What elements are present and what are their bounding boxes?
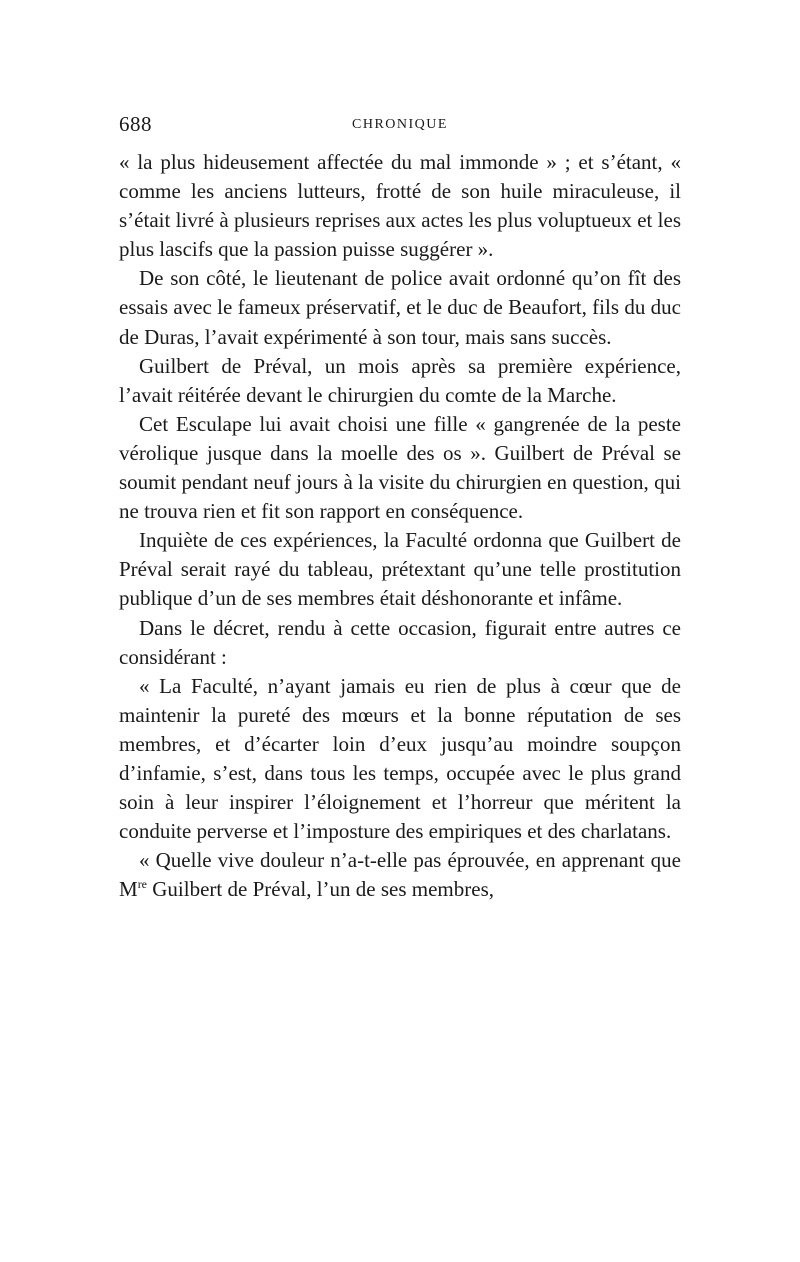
- quoted-paragraph: « La Faculté, n’ayant jamais eu rien de plus à cœur que de maintenir la pureté des mœurs et la bonne réputation de ses membres, et d’écarter loin d’eux jusqu’au moindre soupçon d’infamie, s’est, dans tous les temps, occupée avec le plus grand soin à leur inspirer l’éloignement et l’horreur que méritent la conduite perverse et l’imposture des empiriques et des charlatans.: [119, 673, 681, 844]
- paragraph-text-before: « Quelle vive douleur n’a-t-elle pas éprouvée, en apprenant que M: [119, 848, 681, 902]
- superscript-abbreviation: re: [137, 877, 148, 892]
- paragraph-text-after: Guilbert de Préval, l’un de ses membres,: [147, 877, 495, 902]
- page-header: [119, 112, 681, 142]
- running-head: CHRONIQUE: [352, 117, 448, 132]
- paragraph: Dans le décret, rendu à cette occasion, figurait entre autres ce considérant :: [119, 615, 681, 669]
- paragraph: « la plus hideusement affectée du mal immonde » ; et s’étant, « comme les anciens lutteurs, frotté de son huile miraculeuse, il s’était livré à plusieurs reprises aux actes les plus voluptueux et les plus lascifs que la passion puisse suggérer ».: [119, 150, 681, 262]
- paragraph: Inquiète de ces expériences, la Faculté ordonna que Guilbert de Préval serait rayé du tableau, prétextant qu’une telle prostitution publique d’un de ses membres était déshonorante et infâme.: [119, 528, 681, 611]
- paragraph: Cet Esculape lui avait choisi une fille « gangrenée de la peste vérolique jusque dans la moelle des os ». Guilbert de Préval se soumit pendant neuf jours à la visite du chirurgien en question, qui ne trouva rien et fit son rapport en conséquence.: [119, 411, 681, 524]
- body-text: [119, 148, 681, 904]
- paragraph: De son côté, le lieutenant de police avait ordonné qu’on fît des essais avec le fameux préservatif, et le duc de Beaufort, fils du duc de Duras, l’avait expérimenté à son tour, mais sans succès.: [119, 266, 681, 349]
- page-number: 688: [119, 112, 152, 136]
- paragraph: Guilbert de Préval, un mois après sa première expérience, l’avait réitérée devant le chirurgien du comte de la Marche.: [119, 353, 681, 407]
- quoted-paragraph: [119, 846, 681, 904]
